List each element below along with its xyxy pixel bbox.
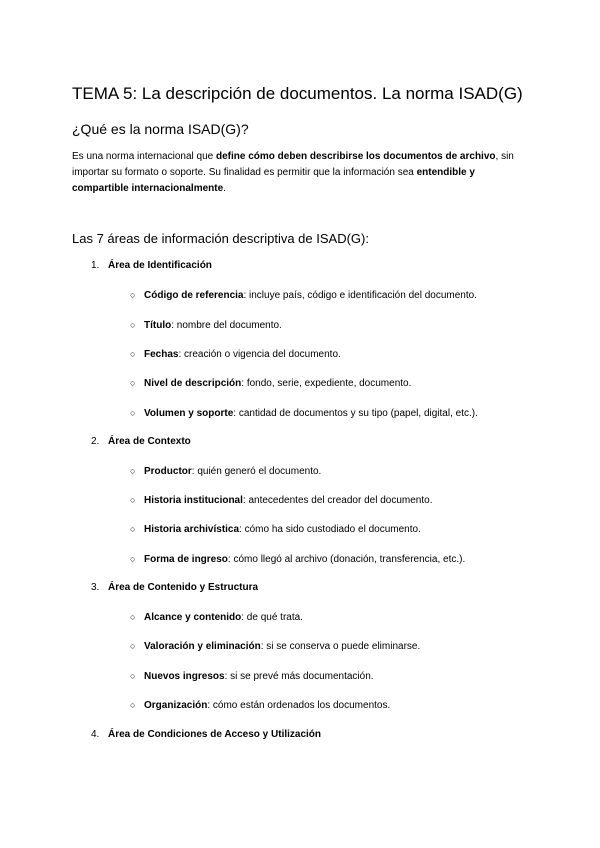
intro-text-2: , sin importar su formato o soporte. Su finalidad es permitir que la información sea — [72, 151, 514, 178]
area-number: 4. — [91, 729, 100, 740]
item-desc: : cantidad de documentos y su tipo (papel, digital, etc.). — [233, 408, 478, 419]
item-term: Productor — [144, 466, 192, 477]
intro-text-1: Es una norma internacional que — [72, 151, 216, 162]
circle-bullet-icon: ○ — [130, 349, 136, 359]
circle-bullet-icon: ○ — [130, 466, 136, 476]
intro-bold-2: entendible y compartible internacionalmente — [72, 167, 475, 194]
item-desc: : nombre del documento. — [171, 320, 282, 331]
area-heading — [91, 728, 321, 742]
area-title: Área de Identificación — [108, 260, 212, 271]
item-desc: : si se conserva o puede eliminarse. — [260, 641, 421, 652]
area-heading — [91, 435, 191, 449]
area-number: 3. — [91, 582, 100, 593]
intro-paragraph — [72, 149, 532, 197]
intro-text-3: . — [223, 183, 226, 194]
item-desc: : cómo están ordenados los documentos. — [207, 700, 391, 711]
item-desc: : incluye país, código e identificación del documento. — [243, 290, 477, 301]
item-term: Título — [144, 320, 172, 331]
circle-bullet-icon: ○ — [130, 320, 136, 330]
area-heading — [91, 259, 212, 273]
item-term: Historia institucional — [144, 495, 243, 506]
item-desc: : si se prevé más documentación. — [224, 671, 374, 682]
circle-bullet-icon: ○ — [130, 290, 136, 300]
list-item — [130, 318, 282, 333]
area-number: 2. — [91, 436, 100, 447]
list-item — [130, 464, 321, 479]
area-number: 1. — [91, 260, 100, 271]
list-item — [130, 698, 390, 713]
item-term: Volumen y soporte — [144, 408, 234, 419]
item-term: Nivel de descripción — [144, 378, 242, 389]
circle-bullet-icon: ○ — [130, 524, 136, 534]
list-item — [130, 639, 420, 654]
area-heading — [91, 581, 258, 595]
item-term: Forma de ingreso — [144, 554, 228, 565]
item-term: Valoración y eliminación — [144, 641, 261, 652]
list-item — [130, 347, 341, 362]
circle-bullet-icon: ○ — [130, 408, 136, 418]
item-term: Alcance y contenido — [144, 612, 242, 623]
circle-bullet-icon: ○ — [130, 700, 136, 710]
list-item — [130, 669, 374, 684]
circle-bullet-icon: ○ — [130, 671, 136, 681]
list-item — [130, 288, 477, 303]
item-desc: : fondo, serie, expediente, documento. — [241, 378, 412, 389]
item-desc: : antecedentes del creador del documento. — [242, 495, 433, 506]
circle-bullet-icon: ○ — [130, 495, 136, 505]
circle-bullet-icon: ○ — [130, 554, 136, 564]
item-desc: : de qué trata. — [241, 612, 303, 623]
item-term: Código de referencia — [144, 290, 244, 301]
area-title: Área de Contenido y Estructura — [108, 582, 259, 593]
list-item — [130, 610, 303, 625]
item-term: Historia archivística — [144, 524, 240, 535]
list-item — [130, 493, 432, 508]
item-desc: : cómo llegó al archivo (donación, transferencia, etc.). — [227, 554, 466, 565]
page-title: TEMA 5: La descripción de documentos. La norma ISAD(G) — [72, 84, 523, 103]
area-title: Área de Condiciones de Acceso y Utilización — [108, 729, 322, 740]
intro-bold-1: define cómo deben describirse los documentos de archivo — [215, 151, 496, 162]
item-term: Organización — [144, 700, 208, 711]
list-item — [130, 376, 411, 391]
item-desc: : cómo ha sido custodiado el documento. — [239, 524, 421, 535]
circle-bullet-icon: ○ — [130, 612, 136, 622]
section-heading: Las 7 áreas de información descriptiva de ISAD(G): — [72, 231, 369, 246]
item-term: Fechas — [144, 349, 179, 360]
item-term: Nuevos ingresos — [144, 671, 225, 682]
circle-bullet-icon: ○ — [130, 641, 136, 651]
subtitle: ¿Qué es la norma ISAD(G)? — [72, 121, 249, 137]
item-desc: : creación o vigencia del documento. — [178, 349, 341, 360]
area-title: Área de Contexto — [108, 436, 191, 447]
list-item — [130, 552, 465, 567]
circle-bullet-icon: ○ — [130, 378, 136, 388]
list-item — [130, 522, 421, 537]
list-item — [130, 406, 478, 421]
item-desc: : quién generó el documento. — [191, 466, 322, 477]
